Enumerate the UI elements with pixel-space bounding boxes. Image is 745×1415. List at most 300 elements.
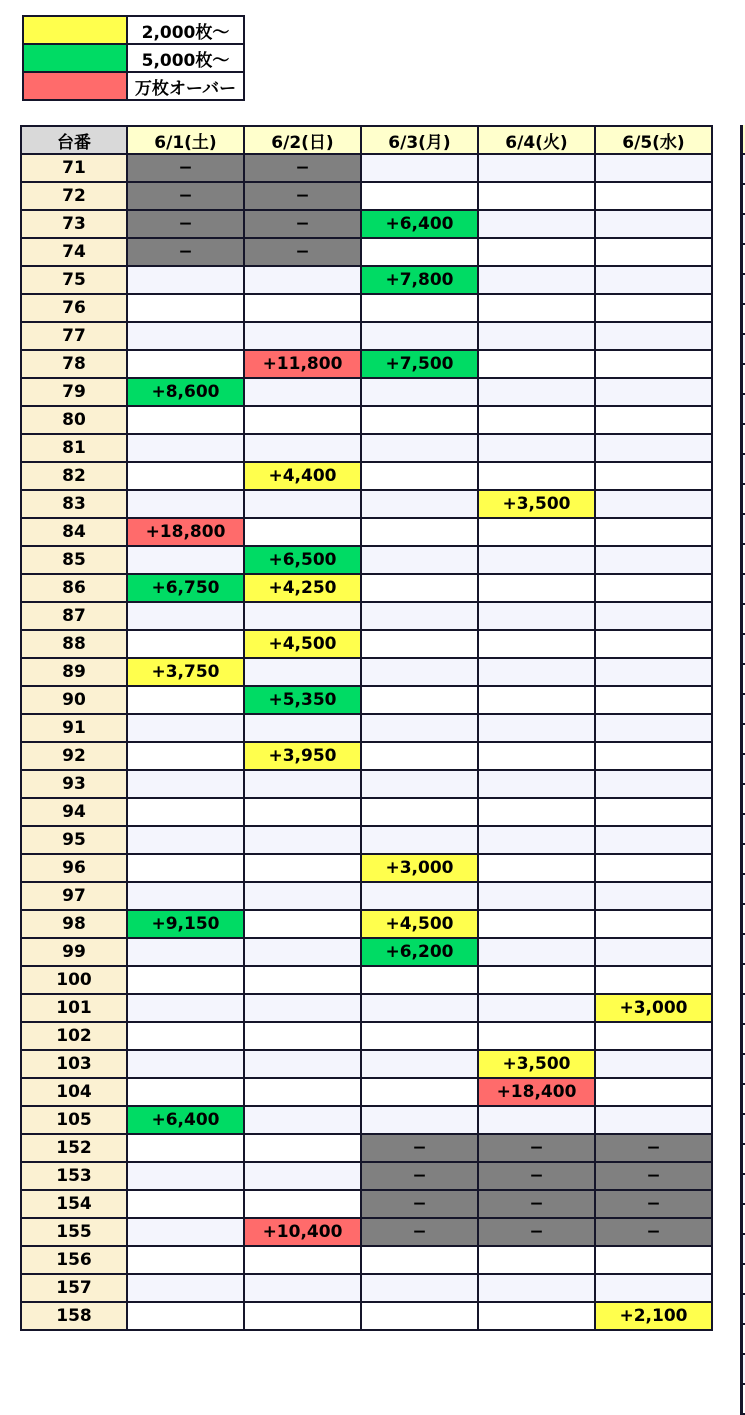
machine-number-cell: 79 (21, 378, 127, 406)
table-row (21, 266, 712, 294)
result-cell-green: +5,350 (244, 686, 361, 714)
empty-cell (595, 1022, 712, 1050)
empty-cell (595, 406, 712, 434)
result-cell-yellow: +3,750 (127, 658, 244, 686)
empty-cell (244, 966, 361, 994)
table-row (21, 1190, 712, 1218)
table-row (21, 770, 712, 798)
no-data-cell: − (361, 1162, 478, 1190)
col-header-6-5: 6/5(水) (595, 126, 712, 154)
empty-cell (478, 1022, 595, 1050)
table-row (21, 1162, 712, 1190)
table-row (21, 490, 712, 518)
adjacent-table-edge (740, 125, 745, 1415)
empty-cell (244, 826, 361, 854)
empty-cell (361, 686, 478, 714)
no-data-cell: − (244, 182, 361, 210)
empty-cell (478, 350, 595, 378)
empty-cell (361, 294, 478, 322)
machine-number-cell: 152 (21, 1134, 127, 1162)
no-data-cell: − (127, 154, 244, 182)
empty-cell (478, 602, 595, 630)
empty-cell (478, 1246, 595, 1274)
table-row (21, 630, 712, 658)
table-row (21, 462, 712, 490)
legend-swatch-yellow (23, 16, 127, 44)
empty-cell (244, 322, 361, 350)
empty-cell (478, 238, 595, 266)
no-data-cell: − (478, 1190, 595, 1218)
legend-row (23, 44, 244, 72)
table-row (21, 826, 712, 854)
result-cell-green: +6,400 (127, 1106, 244, 1134)
empty-cell (127, 434, 244, 462)
legend-row (23, 72, 244, 100)
table-row (21, 574, 712, 602)
col-header-6-2: 6/2(日) (244, 126, 361, 154)
table-row (21, 1274, 712, 1302)
result-cell-green: +7,800 (361, 266, 478, 294)
empty-cell (595, 322, 712, 350)
machine-number-cell: 95 (21, 826, 127, 854)
result-cell-yellow: +3,500 (478, 1050, 595, 1078)
table-row (21, 798, 712, 826)
empty-cell (361, 714, 478, 742)
no-data-cell: − (244, 154, 361, 182)
empty-cell (478, 294, 595, 322)
empty-cell (478, 938, 595, 966)
empty-cell (127, 742, 244, 770)
machine-number-cell: 90 (21, 686, 127, 714)
empty-cell (127, 602, 244, 630)
result-cell-green: +6,750 (127, 574, 244, 602)
empty-cell (127, 714, 244, 742)
machine-number-cell: 88 (21, 630, 127, 658)
empty-cell (361, 994, 478, 1022)
empty-cell (595, 854, 712, 882)
machine-number-cell: 76 (21, 294, 127, 322)
empty-cell (478, 854, 595, 882)
no-data-cell: − (478, 1134, 595, 1162)
empty-cell (478, 798, 595, 826)
empty-cell (361, 1022, 478, 1050)
empty-cell (478, 546, 595, 574)
empty-cell (127, 1050, 244, 1078)
no-data-cell: − (595, 1218, 712, 1246)
table-row (21, 966, 712, 994)
result-cell-yellow: +3,000 (595, 994, 712, 1022)
machine-number-cell: 98 (21, 910, 127, 938)
empty-cell (595, 910, 712, 938)
empty-cell (127, 994, 244, 1022)
empty-cell (244, 1302, 361, 1330)
empty-cell (127, 350, 244, 378)
empty-cell (127, 490, 244, 518)
result-cell-yellow: +4,250 (244, 574, 361, 602)
table-row (21, 602, 712, 630)
empty-cell (595, 882, 712, 910)
empty-cell (595, 378, 712, 406)
empty-cell (478, 434, 595, 462)
result-cell-green: +6,500 (244, 546, 361, 574)
machine-number-cell: 99 (21, 938, 127, 966)
empty-cell (595, 294, 712, 322)
empty-cell (244, 490, 361, 518)
empty-cell (244, 602, 361, 630)
empty-cell (361, 378, 478, 406)
col-header-6-1: 6/1(土) (127, 126, 244, 154)
machine-number-cell: 83 (21, 490, 127, 518)
empty-cell (478, 322, 595, 350)
empty-cell (595, 826, 712, 854)
empty-cell (361, 238, 478, 266)
empty-cell (127, 266, 244, 294)
table-row (21, 182, 712, 210)
empty-cell (244, 770, 361, 798)
machine-number-cell: 91 (21, 714, 127, 742)
empty-cell (127, 826, 244, 854)
machine-number-cell: 73 (21, 210, 127, 238)
empty-cell (478, 686, 595, 714)
empty-cell (361, 770, 478, 798)
result-cell-yellow: +2,100 (595, 1302, 712, 1330)
empty-cell (595, 798, 712, 826)
no-data-cell: − (595, 1190, 712, 1218)
empty-cell (361, 154, 478, 182)
result-cell-green: +7,500 (361, 350, 478, 378)
empty-cell (361, 798, 478, 826)
empty-cell (361, 966, 478, 994)
empty-cell (595, 350, 712, 378)
table-row (21, 994, 712, 1022)
empty-cell (127, 322, 244, 350)
empty-cell (127, 966, 244, 994)
table-row (21, 1022, 712, 1050)
machine-number-cell: 104 (21, 1078, 127, 1106)
empty-cell (244, 1022, 361, 1050)
empty-cell (361, 1106, 478, 1134)
result-cell-green: +6,400 (361, 210, 478, 238)
empty-cell (127, 686, 244, 714)
empty-cell (244, 714, 361, 742)
table-row (21, 294, 712, 322)
empty-cell (361, 630, 478, 658)
empty-cell (478, 518, 595, 546)
empty-cell (595, 266, 712, 294)
empty-cell (244, 1162, 361, 1190)
machine-number-cell: 103 (21, 1050, 127, 1078)
empty-cell (478, 378, 595, 406)
empty-cell (244, 1078, 361, 1106)
machine-number-cell: 96 (21, 854, 127, 882)
table-row (21, 406, 712, 434)
empty-cell (244, 910, 361, 938)
empty-cell (244, 1190, 361, 1218)
empty-cell (244, 266, 361, 294)
empty-cell (478, 1274, 595, 1302)
machine-number-cell: 101 (21, 994, 127, 1022)
result-cell-red: +11,800 (244, 350, 361, 378)
result-cell-red: +18,800 (127, 518, 244, 546)
machine-number-cell: 94 (21, 798, 127, 826)
empty-cell (127, 882, 244, 910)
machine-number-cell: 85 (21, 546, 127, 574)
no-data-cell: − (595, 1162, 712, 1190)
legend-label-2000: 2,000枚〜 (127, 16, 244, 44)
no-data-cell: − (478, 1162, 595, 1190)
table-row (21, 378, 712, 406)
empty-cell (361, 1050, 478, 1078)
legend-row (23, 16, 244, 44)
result-cell-green: +9,150 (127, 910, 244, 938)
result-cell-yellow: +3,500 (478, 490, 595, 518)
empty-cell (127, 406, 244, 434)
empty-cell (244, 518, 361, 546)
empty-cell (244, 378, 361, 406)
machine-number-cell: 158 (21, 1302, 127, 1330)
empty-cell (595, 1078, 712, 1106)
result-cell-yellow: +4,500 (244, 630, 361, 658)
table-row (21, 1218, 712, 1246)
empty-cell (244, 1246, 361, 1274)
empty-cell (595, 602, 712, 630)
table-row (21, 350, 712, 378)
empty-cell (478, 714, 595, 742)
empty-cell (361, 322, 478, 350)
empty-cell (127, 798, 244, 826)
result-cell-red: +10,400 (244, 1218, 361, 1246)
empty-cell (127, 1162, 244, 1190)
empty-cell (595, 182, 712, 210)
empty-cell (244, 1134, 361, 1162)
col-header-6-4: 6/4(火) (478, 126, 595, 154)
result-cell-yellow: +3,000 (361, 854, 478, 882)
table-row (21, 238, 712, 266)
empty-cell (244, 1050, 361, 1078)
empty-cell (595, 462, 712, 490)
table-row (21, 210, 712, 238)
empty-cell (361, 602, 478, 630)
table-row (21, 1050, 712, 1078)
empty-cell (478, 182, 595, 210)
empty-cell (127, 630, 244, 658)
machine-number-cell: 78 (21, 350, 127, 378)
empty-cell (595, 630, 712, 658)
empty-cell (595, 658, 712, 686)
empty-cell (478, 1302, 595, 1330)
empty-cell (127, 770, 244, 798)
empty-cell (595, 1050, 712, 1078)
legend-swatch-green (23, 44, 127, 72)
machine-number-cell: 82 (21, 462, 127, 490)
empty-cell (478, 882, 595, 910)
result-cell-yellow: +4,400 (244, 462, 361, 490)
empty-cell (478, 742, 595, 770)
table-row (21, 1302, 712, 1330)
empty-cell (595, 714, 712, 742)
no-data-cell: − (127, 210, 244, 238)
empty-cell (478, 574, 595, 602)
table-row (21, 322, 712, 350)
empty-cell (595, 966, 712, 994)
empty-cell (127, 1078, 244, 1106)
empty-cell (244, 994, 361, 1022)
empty-cell (244, 658, 361, 686)
empty-cell (361, 1246, 478, 1274)
empty-cell (361, 826, 478, 854)
empty-cell (244, 434, 361, 462)
no-data-cell: − (244, 238, 361, 266)
empty-cell (478, 462, 595, 490)
empty-cell (361, 1274, 478, 1302)
machine-number-cell: 157 (21, 1274, 127, 1302)
empty-cell (127, 1190, 244, 1218)
table-row (21, 714, 712, 742)
no-data-cell: − (478, 1218, 595, 1246)
table-row (21, 1246, 712, 1274)
empty-cell (361, 546, 478, 574)
machine-number-cell: 154 (21, 1190, 127, 1218)
no-data-cell: − (244, 210, 361, 238)
machine-number-cell: 105 (21, 1106, 127, 1134)
empty-cell (127, 1022, 244, 1050)
empty-cell (127, 1302, 244, 1330)
empty-cell (127, 1134, 244, 1162)
table-row (21, 434, 712, 462)
header-row (21, 126, 712, 154)
empty-cell (361, 434, 478, 462)
empty-cell (361, 406, 478, 434)
machine-number-cell: 153 (21, 1162, 127, 1190)
legend-swatch-red (23, 72, 127, 100)
table-row (21, 854, 712, 882)
table-row (21, 658, 712, 686)
empty-cell (127, 546, 244, 574)
empty-cell (595, 686, 712, 714)
empty-cell (595, 1274, 712, 1302)
machine-number-cell: 84 (21, 518, 127, 546)
empty-cell (595, 490, 712, 518)
empty-cell (244, 882, 361, 910)
empty-cell (244, 406, 361, 434)
table-row (21, 1134, 712, 1162)
empty-cell (478, 966, 595, 994)
table-row (21, 1078, 712, 1106)
machine-number-cell: 89 (21, 658, 127, 686)
machine-number-cell: 80 (21, 406, 127, 434)
col-header-6-3: 6/3(月) (361, 126, 478, 154)
empty-cell (361, 490, 478, 518)
empty-cell (127, 462, 244, 490)
empty-cell (361, 574, 478, 602)
empty-cell (595, 546, 712, 574)
machine-number-cell: 75 (21, 266, 127, 294)
results-table (20, 125, 713, 1331)
empty-cell (361, 462, 478, 490)
machine-number-cell: 92 (21, 742, 127, 770)
table-row (21, 742, 712, 770)
empty-cell (244, 1106, 361, 1134)
empty-cell (244, 938, 361, 966)
empty-cell (478, 630, 595, 658)
legend-label-5000: 5,000枚〜 (127, 44, 244, 72)
empty-cell (361, 742, 478, 770)
legend-label-manmai: 万枚オーバー (127, 72, 244, 100)
empty-cell (361, 182, 478, 210)
no-data-cell: − (361, 1190, 478, 1218)
machine-number-cell: 155 (21, 1218, 127, 1246)
no-data-cell: − (595, 1134, 712, 1162)
empty-cell (244, 798, 361, 826)
empty-cell (244, 294, 361, 322)
empty-cell (127, 938, 244, 966)
empty-cell (595, 742, 712, 770)
empty-cell (478, 266, 595, 294)
machine-number-cell: 97 (21, 882, 127, 910)
table-row (21, 154, 712, 182)
empty-cell (361, 1078, 478, 1106)
empty-cell (127, 294, 244, 322)
empty-cell (361, 1302, 478, 1330)
empty-cell (361, 518, 478, 546)
machine-number-cell: 156 (21, 1246, 127, 1274)
machine-number-cell: 81 (21, 434, 127, 462)
table-row (21, 546, 712, 574)
result-cell-yellow: +4,500 (361, 910, 478, 938)
result-cell-green: +6,200 (361, 938, 478, 966)
result-cell-yellow: +3,950 (244, 742, 361, 770)
empty-cell (595, 238, 712, 266)
corner-header: 台番 (21, 126, 127, 154)
machine-number-cell: 77 (21, 322, 127, 350)
empty-cell (478, 770, 595, 798)
empty-cell (595, 1246, 712, 1274)
table-row (21, 1106, 712, 1134)
empty-cell (478, 826, 595, 854)
empty-cell (595, 574, 712, 602)
no-data-cell: − (127, 182, 244, 210)
empty-cell (361, 658, 478, 686)
machine-number-cell: 93 (21, 770, 127, 798)
empty-cell (478, 994, 595, 1022)
empty-cell (478, 406, 595, 434)
no-data-cell: − (127, 238, 244, 266)
machine-number-cell: 74 (21, 238, 127, 266)
empty-cell (127, 1274, 244, 1302)
table-row (21, 910, 712, 938)
empty-cell (595, 938, 712, 966)
empty-cell (595, 210, 712, 238)
machine-number-cell: 72 (21, 182, 127, 210)
empty-cell (595, 154, 712, 182)
no-data-cell: − (361, 1218, 478, 1246)
machine-number-cell: 100 (21, 966, 127, 994)
empty-cell (127, 1246, 244, 1274)
empty-cell (478, 210, 595, 238)
result-cell-green: +8,600 (127, 378, 244, 406)
machine-number-cell: 87 (21, 602, 127, 630)
empty-cell (478, 154, 595, 182)
empty-cell (127, 854, 244, 882)
empty-cell (595, 1106, 712, 1134)
empty-cell (127, 1218, 244, 1246)
machine-number-cell: 86 (21, 574, 127, 602)
empty-cell (478, 910, 595, 938)
machine-number-cell: 71 (21, 154, 127, 182)
empty-cell (595, 518, 712, 546)
no-data-cell: − (361, 1134, 478, 1162)
empty-cell (595, 434, 712, 462)
